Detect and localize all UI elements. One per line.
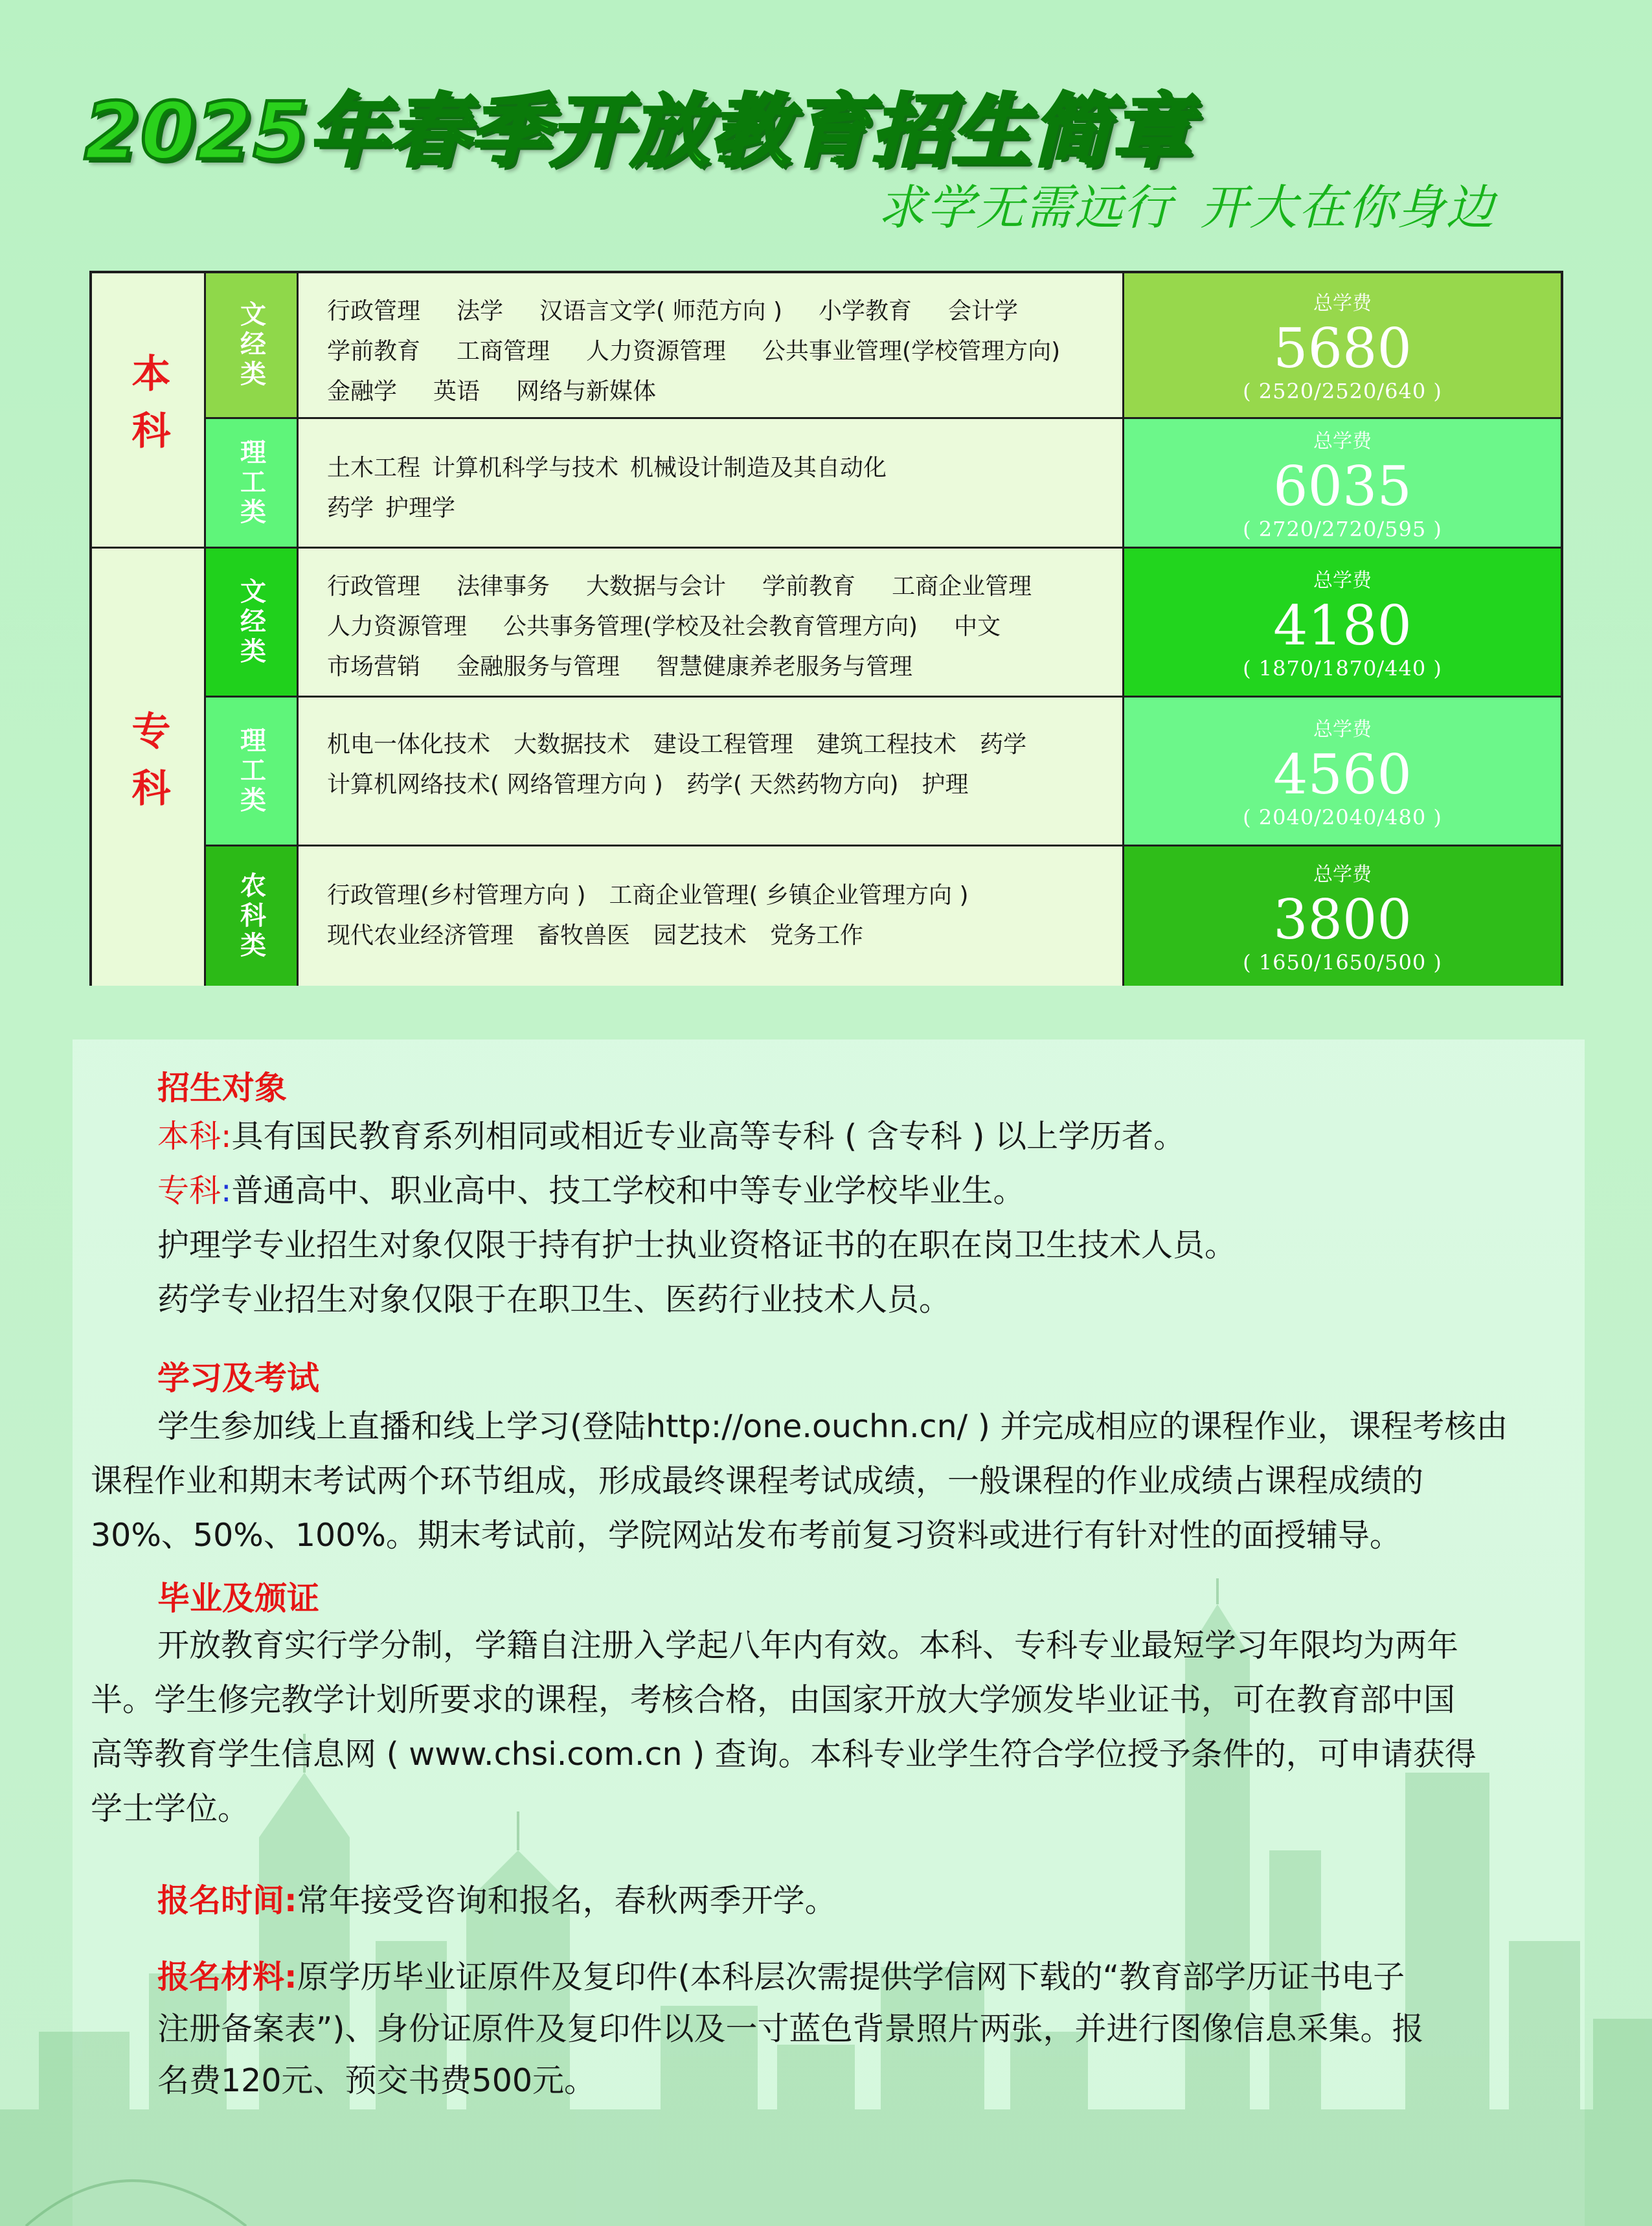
major-item: 市场营销: [327, 653, 421, 680]
major-item: 大数据技术: [514, 731, 631, 758]
major-item: 机电一体化技术: [327, 731, 491, 758]
slogan-part-2: 开大在你身边: [1200, 180, 1495, 236]
major-line: [327, 448, 1122, 488]
admission-nursing-note: 护理学专业招生对象仅限于持有护士执业资格证书的在职在岗卫生技术人员。: [157, 1227, 1237, 1264]
fee-cell: [1124, 419, 1561, 549]
major-item: 工商企业管理: [892, 573, 1032, 600]
undergraduate-label: 本科: [157, 1118, 221, 1155]
major-item: 土木工程: [327, 455, 421, 481]
fee-cell: [1124, 698, 1561, 846]
fee-total: 6035: [1273, 454, 1412, 518]
major-item: 机械设计制造及其自动化: [630, 455, 887, 481]
registration-time-text: 常年接受咨询和报名，春秋两季开学。: [297, 1882, 837, 1919]
admission-undergraduate: [157, 1109, 1185, 1164]
major-item: 公共事务管理(学校及社会教育管理方向): [503, 613, 918, 640]
major-item: 工商企业管理( 乡镇企业管理方向 ): [609, 882, 969, 909]
fee-cell: [1124, 549, 1561, 698]
majors-cell: [299, 698, 1124, 846]
level-cell-junior-college: [92, 549, 206, 986]
graduation-paragraph-line: 开放教育实行学分制，学籍自注册入学起八年内有效。本科、专科专业最短学习年限均为两年: [157, 1627, 1459, 1664]
major-item: 学前教育: [327, 338, 421, 365]
major-item: 工商管理: [457, 338, 550, 365]
major-item: 人力资源管理: [586, 338, 727, 365]
slogan-part-1: 求学无需远行: [877, 180, 1173, 236]
graduation-heading: 毕业及颁证: [157, 1580, 319, 1617]
fee-cell: [1124, 273, 1561, 419]
fee-label: 总学费: [1313, 429, 1372, 453]
category-cell: [206, 273, 299, 419]
major-item: 学前教育: [762, 573, 856, 600]
fee-detail: ( 1650/1650/500 ): [1243, 949, 1442, 975]
fee-total: 4180: [1273, 593, 1412, 657]
major-line: [327, 291, 1122, 332]
junior-college-text: 普通高中、职业高中、技工学校和中等专业学校毕业生。: [231, 1172, 1025, 1209]
graduation-paragraph-line: 学士学位。: [91, 1790, 250, 1827]
category-label: 理工类: [236, 726, 266, 816]
major-item: 英语: [433, 378, 481, 405]
major-item: 中文: [954, 613, 1001, 640]
category-cell: [206, 419, 299, 549]
undergraduate-colon: :: [221, 1118, 232, 1155]
major-item: 大数据与会计: [586, 573, 727, 600]
registration-materials-line: [157, 1949, 1405, 2005]
major-item: 公共事业管理(学校管理方向): [762, 338, 1061, 365]
major-line: [327, 567, 1122, 607]
major-item: 现代农业经济管理: [327, 922, 514, 949]
major-item: 会计学: [948, 298, 1019, 324]
fee-cell: [1124, 846, 1561, 986]
undergraduate-text: 具有国民教育系列相同或相近专业高等专科 ( 含专科 ) 以上学历者。: [231, 1118, 1186, 1155]
category-cell: [206, 698, 299, 846]
category-cell: [206, 846, 299, 986]
major-item: 药学: [327, 495, 374, 521]
major-line: [327, 607, 1122, 647]
fee-detail: ( 2720/2720/595 ): [1243, 516, 1442, 541]
fee-total: 4560: [1273, 742, 1412, 806]
major-line: [327, 725, 1122, 765]
fee-table: [89, 271, 1563, 986]
fee-label: 总学费: [1313, 292, 1372, 315]
major-item: 计算机科学与技术: [432, 455, 619, 481]
major-line: [327, 765, 1122, 805]
fee-detail: ( 1870/1870/440 ): [1243, 655, 1442, 681]
major-line: [327, 332, 1122, 372]
graduation-paragraph-line: 高等教育学生信息网 ( www.chsi.com.cn ) 查询。本科专业学生符合学位授予条件的，可申请获得: [91, 1736, 1477, 1773]
level-cell-undergraduate: [92, 273, 206, 549]
major-item: 人力资源管理: [327, 613, 468, 640]
major-item: 网络与新媒体: [516, 378, 657, 405]
page-title: 2025年春季开放教育招生简章: [84, 85, 1193, 177]
category-cell: [206, 549, 299, 698]
fee-total: 5680: [1273, 317, 1412, 380]
major-item: 药学( 天然药物方向): [686, 771, 899, 798]
major-item: 法学: [457, 298, 504, 324]
fee-detail: ( 2520/2520/640 ): [1243, 379, 1442, 403]
major-item: 畜牧兽医: [537, 922, 631, 949]
major-item: 行政管理(乡村管理方向 ): [327, 882, 586, 909]
study-heading: 学习及考试: [157, 1359, 319, 1397]
level-label-junior-college: 专科: [125, 710, 171, 824]
category-label: 理工类: [236, 438, 266, 528]
admission-heading: 招生对象: [157, 1069, 287, 1107]
major-line: [327, 876, 1122, 916]
major-item: 护理学: [385, 495, 456, 521]
study-paragraph-line: 学生参加线上直播和线上学习(登陆http://one.ouchn.cn/ ) 并完成相应的课程作业，课程考核由: [157, 1408, 1508, 1445]
majors-cell: [299, 549, 1124, 698]
majors-cell: [299, 846, 1124, 986]
registration-materials-text: 原学历毕业证原件及复印件(本科层次需提供学信网下载的“教育部学历证书电子: [297, 1959, 1405, 1995]
major-line: [327, 916, 1122, 956]
category-label: 农科类: [236, 871, 266, 961]
junior-college-label: 专科: [157, 1172, 221, 1209]
graduation-paragraph-line: 半。学生修完教学计划所要求的课程，考核合格，由国家开放大学颁发毕业证书，可在教育部中国: [91, 1681, 1456, 1718]
category-label: 文经类: [236, 577, 266, 667]
fee-label: 总学费: [1313, 718, 1372, 741]
level-label-undergraduate: 本科: [125, 353, 171, 467]
major-item: 建筑工程技术: [817, 731, 957, 758]
fee-label: 总学费: [1313, 863, 1372, 886]
major-item: 汉语言文学( 师范方向 ): [539, 298, 783, 324]
registration-time-label: 报名时间:: [157, 1882, 297, 1919]
registration-materials-line: 注册备案表”)、身份证原件及复印件以及一寸蓝色背景照片两张，并进行图像信息采集。报: [157, 2010, 1424, 2047]
admission-junior-college: [157, 1163, 1025, 1219]
major-line: [327, 488, 1122, 528]
study-paragraph-line: 课程作业和期末考试两个环节组成，形成最终课程考试成绩，一般课程的作业成绩占课程成绩的: [91, 1462, 1424, 1499]
majors-cell: [299, 419, 1124, 549]
registration-materials-label: 报名材料:: [157, 1959, 297, 1995]
study-paragraph-line: 30%、50%、100%。期末考试前，学院网站发布考前复习资料或进行有针对性的面授辅导。: [91, 1517, 1401, 1554]
major-item: 园艺技术: [653, 922, 747, 949]
major-item: 计算机网络技术( 网络管理方向 ): [327, 771, 663, 798]
major-item: 行政管理: [327, 573, 421, 600]
admission-pharmacy-note: 药学专业招生对象仅限于在职卫生、医药行业技术人员。: [157, 1281, 951, 1318]
category-label: 文经类: [236, 301, 266, 390]
major-item: 建设工程管理: [653, 731, 794, 758]
major-item: 法律事务: [457, 573, 550, 600]
majors-cell: [299, 273, 1124, 419]
registration-materials-line: 名费120元、预交书费500元。: [157, 2062, 596, 2099]
fee-total: 3800: [1273, 887, 1412, 951]
major-line: [327, 647, 1122, 687]
major-item: 智慧健康养老服务与管理: [656, 653, 913, 680]
major-item: 党务工作: [770, 922, 864, 949]
fee-label: 总学费: [1313, 569, 1372, 592]
major-item: 行政管理: [327, 298, 421, 324]
major-item: 小学教育: [819, 298, 912, 324]
major-item: 药学: [980, 731, 1027, 758]
major-item: 金融学: [327, 378, 398, 405]
registration-time: [157, 1873, 837, 1929]
slogan: [877, 170, 1522, 238]
major-item: 金融服务与管理: [457, 653, 620, 680]
major-item: 护理: [922, 771, 969, 798]
junior-college-colon: :: [221, 1172, 232, 1209]
major-line: [327, 372, 1122, 412]
fee-detail: ( 2040/2040/480 ): [1243, 804, 1442, 830]
